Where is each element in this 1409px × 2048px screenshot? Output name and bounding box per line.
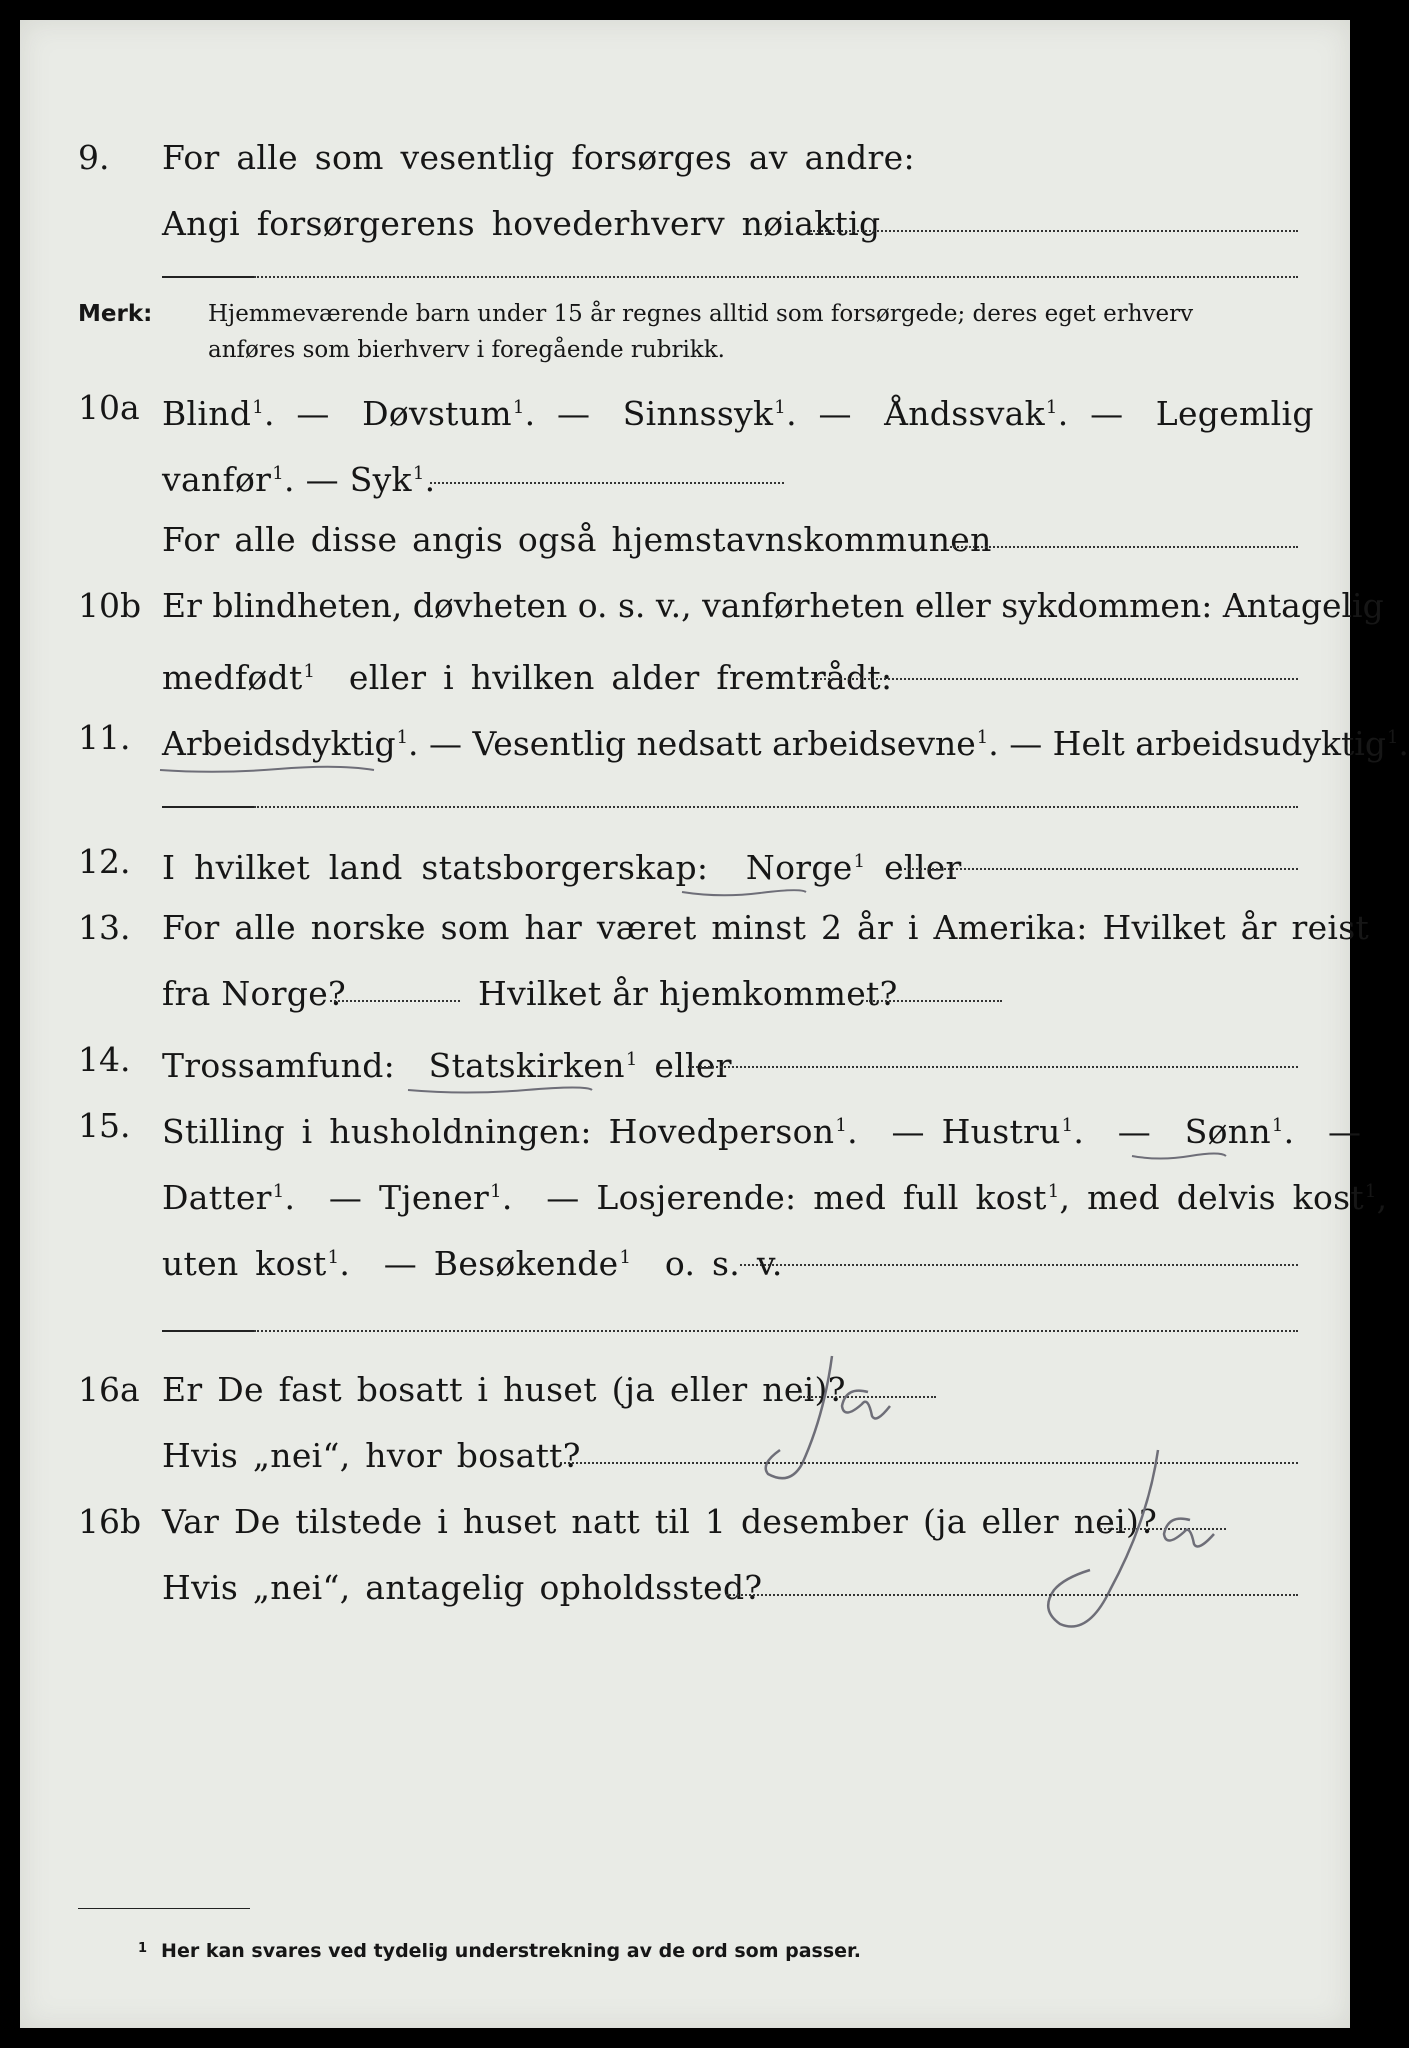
footnote-rule xyxy=(78,1908,250,1909)
q10a-dovstum: Døvstum xyxy=(362,394,512,433)
q11-number: 11. xyxy=(78,718,131,757)
q10b-line2 xyxy=(162,652,892,698)
q9-number: 9. xyxy=(78,138,110,177)
q15-pencil-underline xyxy=(1130,1148,1230,1166)
sup-mark: 1 xyxy=(835,1115,848,1136)
q9-rule-solid xyxy=(162,276,254,278)
q13-number: 13. xyxy=(78,908,131,947)
sup-mark: 1 xyxy=(512,397,525,418)
dash: — xyxy=(1117,1112,1152,1151)
sup-mark: 1 xyxy=(1045,397,1058,418)
q10b-number: 10b xyxy=(78,586,142,625)
q10a-line1: Blind$^1$. — Døvstum$^1$. — Sinnssyk$^1$. — Åndssvak$^1$. — Legemlig xyxy=(162,394,1314,433)
q12-text: I hvilket land statsborgerskap: xyxy=(162,848,709,887)
sup-mark: 1 xyxy=(976,727,989,748)
q15-number: 15. xyxy=(78,1106,131,1145)
q14-text: Trossamfund: xyxy=(162,1046,396,1085)
q15-besokende: — Besøkende xyxy=(383,1244,619,1283)
q10a-andssvak: Åndssvak xyxy=(884,394,1045,433)
q12-number: 12. xyxy=(78,842,131,881)
q12-eller: eller xyxy=(884,848,962,887)
merk-label: Merk: xyxy=(78,301,153,327)
dash: — xyxy=(1090,394,1124,433)
q14-answer-line xyxy=(688,1066,1298,1068)
q16a-handwritten-ja xyxy=(750,1346,940,1496)
q15-answer-line xyxy=(740,1264,1298,1266)
dash: — xyxy=(557,394,591,433)
q10a-vanfor: vanfør xyxy=(162,460,272,499)
q16b-line2: Hvis „nei“, antagelig opholdssted? xyxy=(162,1568,763,1607)
q16a-line1: Er De fast bosatt i huset (ja eller nei)? xyxy=(162,1370,846,1409)
q11-arbeidsdyktig: Arbeidsdyktig xyxy=(162,724,396,763)
sup-mark: 1 xyxy=(1364,1181,1377,1202)
footnote-mark: 1 xyxy=(138,1941,148,1956)
q16a-line2: Hvis „nei“, hvor bosatt? xyxy=(162,1436,581,1475)
q15-rule-dotted xyxy=(254,1330,1298,1332)
q10b-rest: eller i hvilken alder fremtrådt: xyxy=(348,658,893,697)
q15-rule-solid xyxy=(162,1330,254,1332)
sup-mark: 1 xyxy=(619,1247,632,1268)
q15-tjener: — Tjener xyxy=(328,1178,490,1217)
q12-answer-line xyxy=(904,868,1298,870)
q14-eller: eller xyxy=(654,1046,732,1085)
q12-norge: Norge xyxy=(745,848,853,887)
q15-line2: Datter$^1$. — Tjener$^1$. — Losjerende: med full kost$^1$, med delvis kost$^1$, xyxy=(162,1178,1388,1217)
q15-losjerende: — Losjerende: med full kost xyxy=(546,1178,1047,1217)
q16b-handwritten-ja xyxy=(1000,1440,1240,1660)
q16b-line1: Var De tilstede i huset natt til 1 desember (ja eller nei)? xyxy=(162,1502,1158,1541)
q15-delvis: , med delvis kost xyxy=(1059,1178,1364,1217)
q10b-answer-line xyxy=(812,678,1298,680)
q10a-kommune-line xyxy=(950,546,1298,548)
q15-line1: Stilling i husholdningen: Hovedperson$^1$. — Hustru$^1$. — Sønn$^1$. — xyxy=(162,1112,1362,1151)
q9-line2: Angi forsørgerens hovederhverv nøiaktig xyxy=(162,204,881,243)
dash: — xyxy=(305,460,339,499)
dash: — xyxy=(818,394,852,433)
q10a-legemlig: Legemlig xyxy=(1155,394,1314,433)
q11-nedsatt: — Vesentlig nedsatt arbeidsevne xyxy=(429,724,976,763)
sup-mark: 1 xyxy=(490,1181,502,1202)
sup-mark: 1 xyxy=(1047,1181,1060,1202)
q11-udyktig: — Helt arbeidsudyktig xyxy=(1009,724,1386,763)
q9-answer-line xyxy=(810,230,1298,232)
form-sheet xyxy=(20,20,1409,2028)
sup-mark: 1 xyxy=(1271,1115,1284,1136)
sup-mark: 1 xyxy=(303,661,316,682)
sup-mark: 1 xyxy=(412,463,425,484)
q16b-opholdssted-line xyxy=(726,1594,1298,1596)
q9-line1: For alle som vesentlig forsørges av andre: xyxy=(162,138,915,177)
footnote xyxy=(138,1940,861,1962)
q15-sonn: Sønn xyxy=(1184,1112,1271,1151)
q14-line1 xyxy=(162,1040,732,1086)
sup-mark: 1 xyxy=(625,1049,638,1070)
q14-pencil-underline xyxy=(406,1082,596,1100)
q11-rule-dotted xyxy=(254,806,1298,808)
q15-osv: o. s. v. xyxy=(664,1244,783,1283)
q10a-number: 10a xyxy=(78,388,140,427)
sup-mark: 1 xyxy=(252,397,265,418)
q10b-medfodt: medfødt xyxy=(162,658,303,697)
q13-reist-line xyxy=(330,1000,460,1002)
period: . xyxy=(1398,724,1409,763)
dash: — xyxy=(296,394,330,433)
q12-pencil-underline xyxy=(680,884,810,902)
q13-line1: For alle norske som har været minst 2 år i Amerika: Hvilket år reist xyxy=(162,908,1370,947)
q15-hovedperson: Stilling i husholdningen: Hovedperson xyxy=(162,1112,835,1151)
q15-hustru: — Hustru xyxy=(891,1112,1061,1151)
q16b-number: 16b xyxy=(78,1502,142,1541)
sup-mark: 1 xyxy=(1386,727,1399,748)
sup-mark: 1 xyxy=(327,1247,340,1268)
q11-pencil-underline xyxy=(158,760,378,780)
q14-number: 14. xyxy=(78,1040,131,1079)
q10b-line1: Er blindheten, døvheten o. s. v., vanførheten eller sykdommen: Antagelig xyxy=(162,586,1384,625)
q10a-syk-line xyxy=(430,482,784,484)
merk-line2: anføres som bierhverv i foregående rubrikk. xyxy=(208,337,725,363)
q10a-line2: vanfør$^1$. — Syk$^1$. xyxy=(162,460,436,499)
q11-rule-solid xyxy=(162,806,254,808)
footnote-text: Her kan svares ved tydelig understrekning av de ord som passer. xyxy=(161,1940,861,1962)
q13-line2b: Hvilket år hjemkommet? xyxy=(478,974,898,1013)
q10a-sinnssyk: Sinnssyk xyxy=(622,394,774,433)
sup-mark: 1 xyxy=(1061,1115,1074,1136)
sup-mark: 1 xyxy=(774,397,787,418)
q16a-number: 16a xyxy=(78,1370,140,1409)
q10a-syk: Syk xyxy=(349,460,412,499)
q14-statskirken: Statskirken xyxy=(428,1046,625,1085)
sup-mark: 1 xyxy=(396,727,409,748)
q15-uten: uten kost xyxy=(162,1244,327,1283)
q12-line1 xyxy=(162,842,962,888)
sup-mark: 1 xyxy=(272,463,284,484)
sup-mark: 1 xyxy=(272,1181,285,1202)
q10a-line3: For alle disse angis også hjemstavnskommunen xyxy=(162,520,992,559)
q11-line1: Arbeidsdyktig$^1$. — Vesentlig nedsatt arbeidsevne$^1$. — Helt arbeidsudyktig$^1$. xyxy=(162,724,1409,763)
q9-rule-dotted xyxy=(254,276,1298,278)
dash: — xyxy=(1328,1112,1362,1151)
q15-datter: Datter xyxy=(162,1178,272,1217)
merk-line1: Hjemmeværende barn under 15 år regnes alltid som forsørgede; deres eget erhverv xyxy=(208,301,1194,327)
sup-mark: 1 xyxy=(853,851,866,872)
q15-line3: uten kost$^1$. — Besøkende$^1$ o. s. v. xyxy=(162,1244,783,1283)
q13-hjemkommet-line xyxy=(866,1000,1002,1002)
q13-line2a: fra Norge? xyxy=(162,974,347,1013)
q10a-blind: Blind xyxy=(162,394,252,433)
